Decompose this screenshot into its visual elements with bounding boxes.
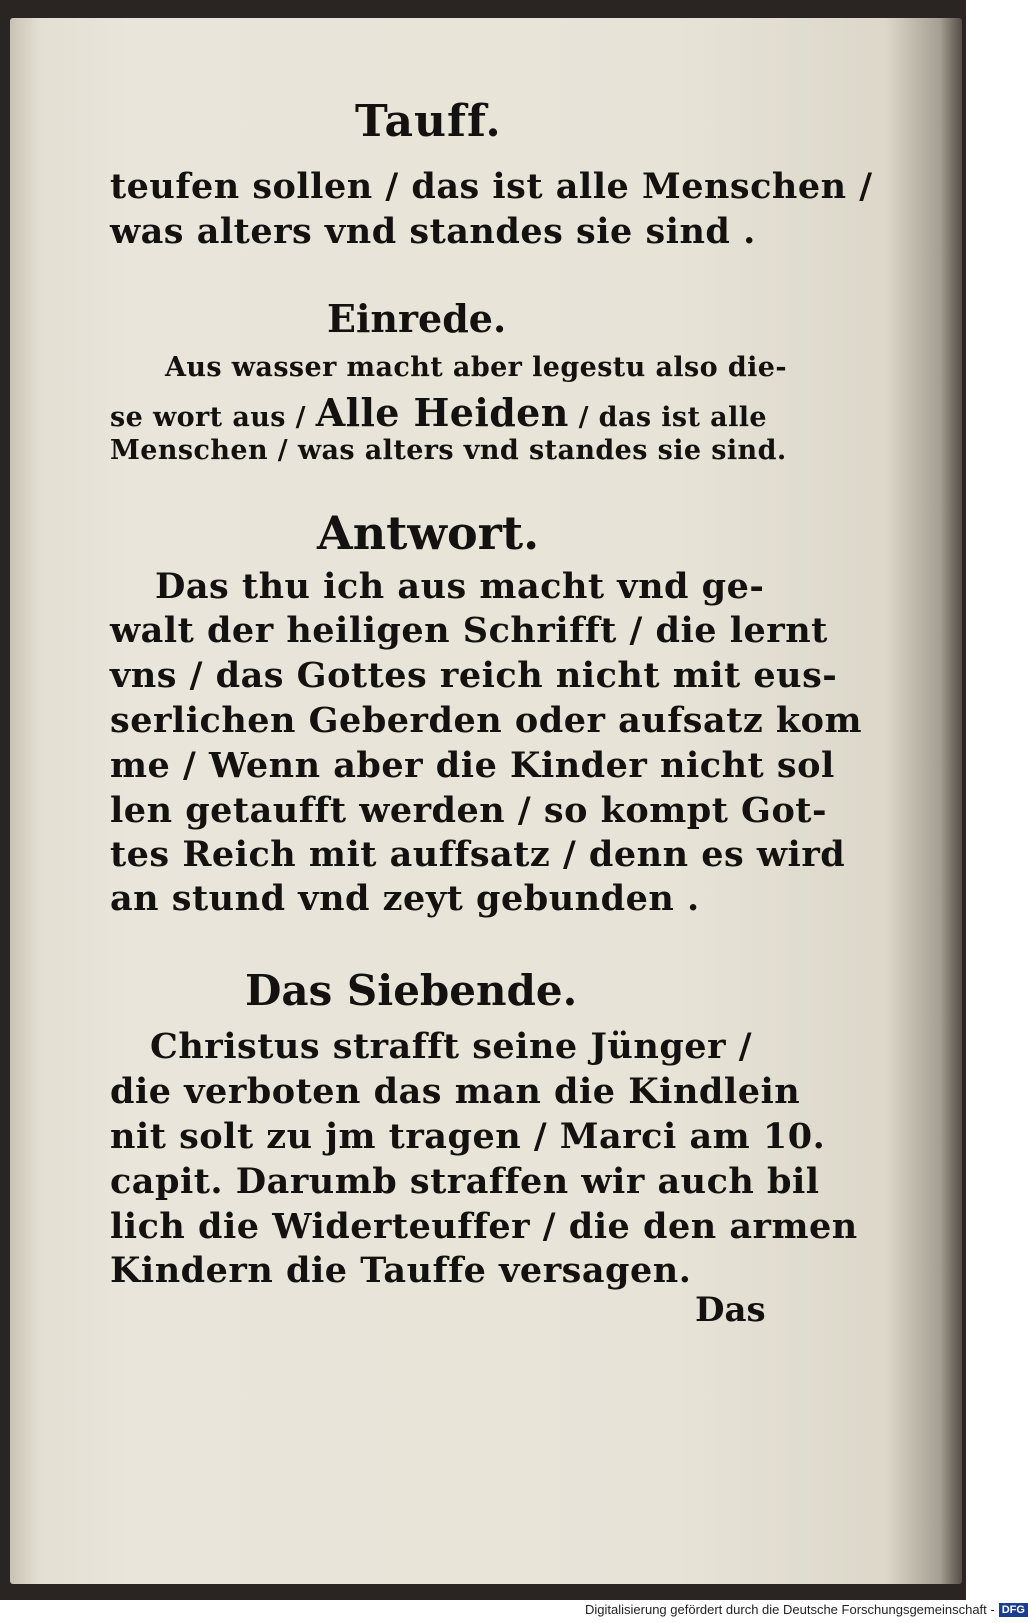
heading-siebende: Das Siebende. — [245, 966, 578, 1015]
text-fragment: / das ist alle — [578, 402, 767, 433]
text-fragment: se wort aus / — [110, 402, 306, 433]
footer-credit — [585, 1602, 1028, 1617]
text-line: Christus strafft seine Jünger / — [150, 1026, 752, 1067]
text-line: me / Wenn aber die Kinder nicht sol — [110, 745, 835, 786]
text-line: die verboten das man die Kindlein — [110, 1071, 801, 1112]
running-head: Tauff. — [355, 96, 502, 147]
text-line: an stund vnd zeyt gebunden . — [110, 878, 700, 919]
text-line: Menschen / was alters vnd standes sie sind. — [110, 435, 787, 466]
emphasis-alle-heiden: Alle Heiden — [315, 390, 569, 435]
text-line: nit solt zu jm tragen / Marci am 10. — [110, 1116, 826, 1157]
book-page — [10, 18, 962, 1584]
text-line: tes Reich mit auffsatz / denn es wird — [110, 834, 846, 875]
text-line: capit. Darumb straffen wir auch bil — [110, 1161, 820, 1202]
heading-antwort: Antwort. — [317, 506, 540, 560]
text-line: lich die Widerteuffer / die den armen — [110, 1206, 858, 1247]
text-line: Das thu ich aus macht vnd ge- — [155, 566, 765, 607]
text-line: Aus wasser macht aber legestu also die- — [165, 352, 787, 383]
text-line: serlichen Geberden oder aufsatz kom — [110, 700, 863, 741]
text-line-mixed — [110, 390, 767, 435]
text-line: Kindern die Tauffe versagen. — [110, 1250, 692, 1291]
dfg-logo: DFG — [999, 1603, 1028, 1617]
footer-text: Digitalisierung gefördert durch die Deutsche Forschungsgemeinschaft - — [585, 1602, 995, 1617]
text-line: vns / das Gottes reich nicht mit eus- — [110, 655, 838, 696]
text-line: len getaufft werden / so kompt Got- — [110, 790, 827, 831]
catchword: Das — [695, 1290, 766, 1330]
page-edge-shadow — [940, 18, 962, 1584]
text-line: teufen sollen / das ist alle Menschen / — [110, 166, 873, 207]
text-line: was alters vnd standes sie sind . — [110, 211, 756, 252]
heading-einrede: Einrede. — [327, 296, 507, 341]
text-line: walt der heiligen Schrifft / die lernt — [110, 610, 828, 651]
